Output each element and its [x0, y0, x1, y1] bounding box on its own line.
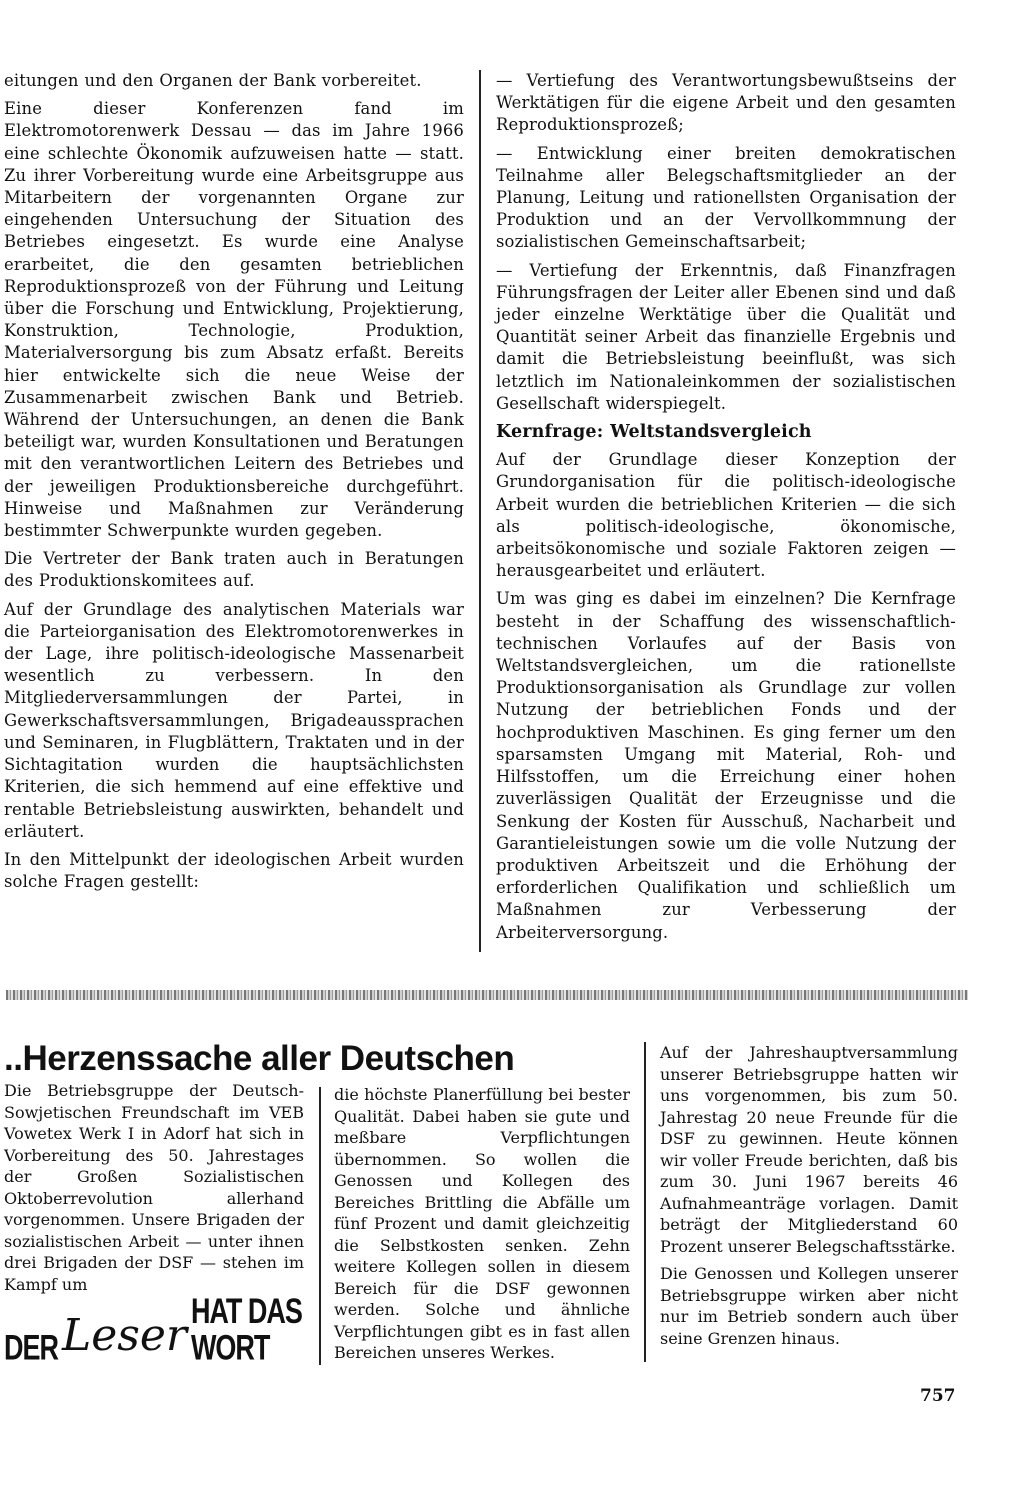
paragraph: Die Vertreter der Bank traten auch in Beratungen des Produktionskomitees auf.	[4, 549, 464, 591]
bullet-paragraph: — Entwicklung einer breiten demokratischen Teilnahme aller Belegschaftsmitglieder an der Planung, Leitung und rationellsten Organisation der Produktion und an der Vervollkommnung der sozialistischen Gemeinschaftsarbeit;	[496, 143, 956, 252]
paragraph: eitungen und den Organen der Bank vorbereitet.	[4, 71, 422, 90]
paragraph: Die Betriebsgruppe der Deutsch-Sowjetischen Freundschaft im VEB Vowetex Werk I in Adorf hat sich in Vorbereitung des 50. Jahrestages der Großen Sozialistischen Oktoberrevolution allerhand vorgenommen. Unsere Brigaden der sozialistischen Arbeit — unter ihnen drei Brigaden der DSF — stehen im Kampf um	[4, 1081, 304, 1294]
column-divider	[319, 1087, 321, 1365]
article-column-right	[496, 70, 956, 950]
section-divider	[6, 990, 968, 1000]
paragraph: Die Genossen und Kollegen unserer Betriebsgruppe wirken aber nicht nur im Betrieb sondern auch über seine Grenzen hinaus.	[660, 1264, 958, 1348]
paragraph: Auf der Grundlage dieser Konzeption der Grundorganisation für die politisch-ideologische Arbeit wurden die betrieblichen Kriterien — die sich als politisch-ideologische, ökonomische, arbeitsökonomische und soziale Faktoren zeigen — herausgearbeitet und erläutert.	[496, 450, 956, 581]
leser-hat-das-wort-logo	[4, 1291, 304, 1368]
column-divider	[479, 70, 481, 952]
paragraph: Eine dieser Konferenzen fand im Elektromotorenwerk Dessau — das im Jahre 1966 eine schlechte Ökonomik aufzuweisen hatte — statt. Zu ihrer Vorbereitung wurde eine Arbeitsgruppe aus Mitarbeitern der vorgenannten Organe zur eingehenden Untersuchung der Situation des Betriebes eingesetzt. Es wurde eine Analyse erarbeitet, die den gesamten betrieblichen Reproduktionsprozeß von der Führung und Leitung über die Forschung und Entwicklung, Projektierung, Konstruktion, Technologie, Produktion, Materialversorgung bis zum Absatz erfaßt. Bereits hier entwickelte sich die neue Weise der Zusammenarbeit zwischen Bank und Betrieb. Während der Untersuchungen, an denen die Bank beteiligt war, wurden Konsultationen und Beratungen mit den verantwortlichen Leitern des Betriebes und der jeweiligen Produktionsbereiche durchgeführt. Hinweise und Maßnahmen zur Veränderung bestimmter Schwerpunkte wurden gegeben.	[4, 99, 464, 541]
column-divider	[644, 1042, 646, 1362]
page-number: 757	[920, 1386, 956, 1406]
letter-column-1	[4, 1080, 304, 1301]
paragraph: Auf der Jahreshauptversammlung unserer Betriebsgruppe hatten wir uns vorgenommen, bis zum 50. Jahrestag 20 neue Freunde für die DSF zu gewinnen. Heute können wir voller Freude berichten, daß bis zum 30. Juni 1967 bereits 46 Aufnahmeanträge vorlagen. Damit beträgt der Mitgliederstand 60 Prozent unserer Belegschaftsstärke.	[660, 1043, 958, 1256]
paragraph: Auf der Grundlage des analytischen Materials war die Parteiorganisation des Elektromotorenwerkes in der Lage, ihre politisch-ideologische Massenarbeit wesentlich zu verbessern. In den Mitgliederversammlungen der Partei, in Gewerkschaftsversammlungen, Brigadeaussprachen und Seminaren, in Flugblättern, Traktaten und in der Sichtagitation wurden die hauptsächlichsten Kriterien, die sich hemmend auf eine effektive und rentable Betriebsleistung auswirkten, behandelt und erläutert.	[4, 599, 464, 841]
logo-script-leser: Leser	[62, 1310, 187, 1361]
letter-column-3	[660, 1042, 958, 1355]
letter-column-2	[334, 1084, 630, 1370]
article-column-left	[4, 70, 464, 899]
logo-text-der: DER	[4, 1328, 59, 1368]
article-headline: ..Herzenssache aller Deutschen	[4, 1039, 515, 1078]
paragraph: In den Mittelpunkt der ideologischen Arbeit wurden solche Fragen gestellt:	[4, 849, 464, 892]
bullet-paragraph: — Vertiefung der Erkenntnis, daß Finanzfragen Führungsfragen der Leiter aller Ebenen sind und daß jeder einzelne Werktätige über die Qualität und Quantität seiner Arbeit das finanzielle Ergebnis und damit die Betriebsleistung beeinflußt, was sich letztlich im Nationaleinkommen der sozialistischen Gesellschaft widerspiegelt.	[496, 260, 956, 413]
paragraph: die höchste Planerfüllung bei bester Qualität. Dabei haben sie gute und meßbare Verpflichtungen übernommen. So wollen die Genossen und Kollegen des Bereiches Brittling die Abfälle um fünf Prozent und damit gleichzeitig die Selbstkosten senken. Zehn weitere Kollegen sollen in diesem Bereich für die DSF gewonnen werden. Solche und ähnliche Verpflichtungen gibt es in fast allen Bereichen unseres Werkes.	[334, 1085, 630, 1362]
section-subheading: Kernfrage: Weltstandsvergleich	[496, 422, 812, 443]
logo-text-hat-das-wort: HAT DAS WORT	[190, 1291, 302, 1368]
bullet-paragraph: — Vertiefung des Verantwortungsbewußtseins der Werktätigen für die eigene Arbeit und den gesamten Reproduktionsprozeß;	[496, 71, 956, 135]
paragraph: Um was ging es dabei im einzelnen? Die Kernfrage besteht in der Schaffung des wissenschaftlich-technischen Vorlaufes auf der Basis von Weltstandsvergleichen, um die rationellste Produktionsorganisation als Grundlage zur vollen Nutzung der betrieblichen Fonds und der hochproduktiven Maschinen. Es ging ferner um den sparsamsten Umgang mit Material, Roh- und Hilfsstoffen, um die Erreichung einer hohen zuverlässigen Qualität der Erzeugnisse und die Senkung der Kosten für Ausschuß, Nacharbeit und Garantieleistungen sowie um die volle Nutzung der produktiven Arbeitszeit und die Erhöhung der erforderlichen Qualifikation und schließlich um Maßnahmen zur Verbesserung der Arbeiterversorgung.	[496, 589, 956, 942]
